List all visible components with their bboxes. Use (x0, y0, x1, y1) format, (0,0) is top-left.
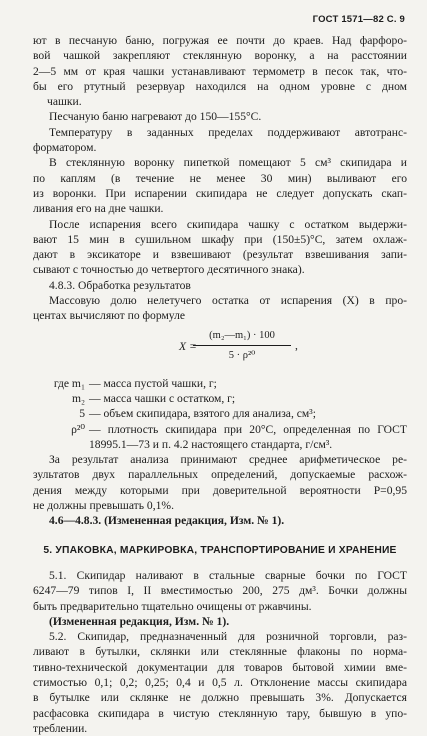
paragraph (33, 109, 407, 124)
amendment-note (33, 513, 407, 528)
text-line: 4.6—4.8.3. (Измененная редакция, Изм. № 1). (49, 514, 285, 528)
text-line: ют в песчаную баню, погружая ее почти до краев. Над фарфоро- (33, 34, 407, 47)
text-line: дения между которыми при доверительной вероятности P=0,95 (33, 483, 407, 497)
formula-lhs: X = (179, 339, 197, 353)
formula-denominator: 5 · ρ²⁰ (228, 349, 256, 361)
text-line: ливания его на дне чашки. (33, 202, 164, 216)
paragraph (33, 125, 407, 156)
text-line: форматором. (33, 141, 97, 155)
paragraph (33, 629, 407, 736)
text-line: бы его ртутный резервуар находился на одном уровне с дном (33, 79, 407, 93)
amendment-note (33, 614, 407, 629)
text-line: расфасовка скипидара в чистую стеклянную тару, бывшую в упо- (33, 706, 407, 720)
text-line: Массовую долю нелетучего остатка от испарения (X) в про- (49, 294, 407, 308)
legend-symbol: ρ²⁰ (71, 422, 85, 436)
text-line: чашки. (47, 95, 82, 109)
text-line: После испарения всего скипидара чашку с остатком выдержи- (49, 217, 407, 231)
text-line: быть предварительно тщательно очищены от ржавчины. (33, 599, 312, 613)
paragraph (33, 568, 407, 614)
paragraph (33, 293, 407, 324)
text-line: 6247—79 типов I, II вместимостью 200, 275 дм³. Бочки должны (33, 584, 407, 598)
text-line: За результат анализа принимают среднее арифметическое ре- (49, 453, 407, 467)
legend-item (33, 376, 407, 391)
legend-text: — масса чашки с остатком, г; (89, 391, 236, 405)
text-line: зультатов двух параллельных определений, допускаемые расхож- (33, 468, 407, 482)
legend-item (33, 406, 407, 421)
text-line: 5.2. Скипидар, предназначенный для розничной торговли, раз- (49, 630, 407, 644)
text-line: треблении. (33, 721, 88, 735)
text-line: 4.8.3. Обработка результатов (49, 278, 191, 292)
formula-end: , (295, 338, 298, 352)
text-line: сывают с точностью до четвертого десятичного знака). (33, 263, 305, 277)
text-line: вают 15 мин в сушильном шкафу при (150±5)°С, затем охлаж- (33, 232, 407, 246)
paragraph (33, 452, 407, 513)
text-line: дают в эксикаторе и взвешивают (результат взвешивания запи- (33, 248, 407, 262)
text-line: тивно-технической документации для товаров бытовой химии вме- (33, 660, 407, 674)
paragraph (33, 217, 407, 278)
legend-symbol: где m₁ (53, 376, 85, 390)
text-line: 2—5 мм от края чашки устанавливают термометр в песок так, что- (33, 64, 407, 78)
formula-numerator: (m₂—m₁) · 100 (193, 328, 291, 346)
text-line: ливают в бутылки, склянки или стеклянные флаконы по норма- (33, 645, 407, 659)
text-line: не должны превышать 0,1%. (33, 499, 174, 513)
paragraph (33, 33, 407, 109)
text-line: Песчаную баню нагревают до 150—155°С. (49, 110, 262, 124)
legend-text: — объем скипидара, взятого для анализа, см³; (89, 407, 316, 421)
text-line: вой чашкой закрепляют стеклянную воронку, а на расстоянии (33, 49, 407, 63)
formula-legend (33, 376, 407, 452)
legend-item (33, 422, 407, 437)
text-line: стимостью 0,1; 0,2; 0,25; 0,4 и 0,5 л. Отклонение массы скипидара (33, 675, 407, 689)
text-line: в бутылке или склянке не должно превышать 3%. Допускается (33, 691, 407, 705)
legend-item-continuation (33, 437, 407, 452)
formula-fraction (193, 328, 291, 364)
text-line: по каплям (в течение не менее 30 мин) выливают его (33, 171, 407, 185)
text-line: Температуру в заданных пределах поддерживают автотранс- (49, 125, 407, 139)
text-line: В стеклянную воронку пипеткой помещают 5 см³ скипидара и (49, 156, 407, 170)
legend-text: — масса пустой чашки, г; (89, 376, 217, 390)
text-line: (Измененная редакция, Изм. № 1). (49, 614, 230, 628)
legend-text: 18995.1—73 и п. 4.2 настоящего стандарта, г/см³. (89, 437, 333, 451)
legend-symbol: m₂ (71, 391, 85, 405)
legend-item (33, 391, 407, 406)
text-line: из воронки. При испарении скипидара не следует допускать скап- (33, 186, 407, 200)
paragraph (33, 155, 407, 216)
subsection-heading (33, 278, 407, 293)
legend-text: — плотность скипидара при 20°С, определенная по ГОСТ (89, 422, 407, 436)
text-line: центах вычисляют по формуле (33, 309, 186, 323)
text-line: 5.1. Скипидар наливают в стальные сварные бочки по ГОСТ (49, 568, 407, 582)
legend-symbol: 5 (79, 407, 85, 421)
running-head: ГОСТ 1571—82 С. 9 (312, 14, 405, 25)
section-title: 5. УПАКОВКА, МАРКИРОВКА, ТРАНСПОРТИРОВАНИЕ И ХРАНЕНИЕ (43, 544, 397, 556)
formula (33, 326, 407, 370)
